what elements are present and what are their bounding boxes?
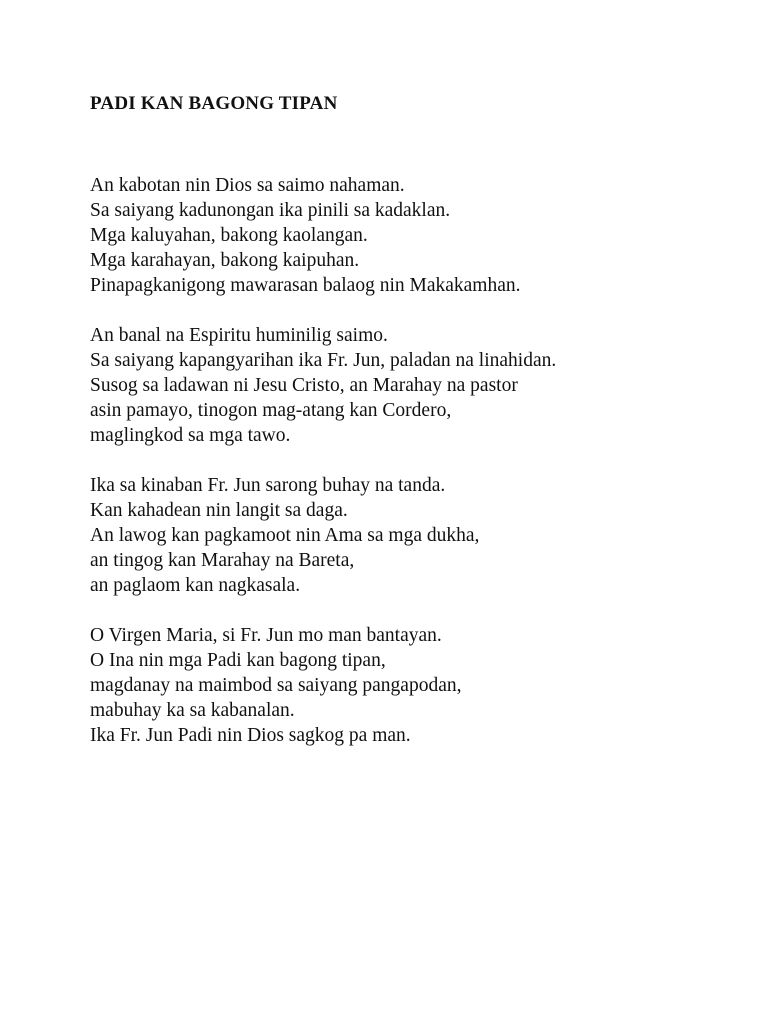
poem-line: Sa saiyang kadunongan ika pinili sa kadaklan.: [90, 200, 451, 221]
stanza-2: [90, 323, 730, 448]
poem-body: [90, 173, 730, 773]
poem-line: Ika sa kinaban Fr. Jun sarong buhay na tanda.: [90, 475, 446, 496]
poem-line: Pinapagkanigong mawarasan balaog nin Makakamhan.: [90, 275, 521, 296]
poem-line: mabuhay ka sa kabanalan.: [90, 700, 295, 721]
poem-line: Ika Fr. Jun Padi nin Dios sagkog pa man.: [90, 725, 411, 746]
poem-line: An lawog kan pagkamoot nin Ama sa mga dukha,: [90, 525, 480, 546]
poem-line: An banal na Espiritu huminilig saimo.: [90, 325, 388, 346]
poem-line: maglingkod sa mga tawo.: [90, 425, 291, 446]
poem-line: Mga kaluyahan, bakong kaolangan.: [90, 225, 368, 246]
poem-line: Susog sa ladawan ni Jesu Cristo, an Marahay na pastor: [90, 375, 518, 396]
poem-line: asin pamayo, tinogon mag-atang kan Cordero,: [90, 400, 452, 421]
poem-line: O Ina nin mga Padi kan bagong tipan,: [90, 650, 386, 671]
poem-line: O Virgen Maria, si Fr. Jun mo man bantayan.: [90, 625, 442, 646]
poem-line: An kabotan nin Dios sa saimo nahaman.: [90, 175, 405, 196]
stanza-1: [90, 173, 730, 298]
stanza-3: [90, 473, 730, 598]
poem-line: an tingog kan Marahay na Bareta,: [90, 550, 355, 571]
poem-title: PADI KAN BAGONG TIPAN: [90, 93, 338, 114]
poem-line: Sa saiyang kapangyarihan ika Fr. Jun, paladan na linahidan.: [90, 350, 557, 371]
poem-line: magdanay na maimbod sa saiyang pangapodan,: [90, 675, 462, 696]
stanza-4: [90, 623, 730, 748]
poem-line: Mga karahayan, bakong kaipuhan.: [90, 250, 360, 271]
poem-line: an paglaom kan nagkasala.: [90, 575, 301, 596]
poem-line: Kan kahadean nin langit sa daga.: [90, 500, 348, 521]
